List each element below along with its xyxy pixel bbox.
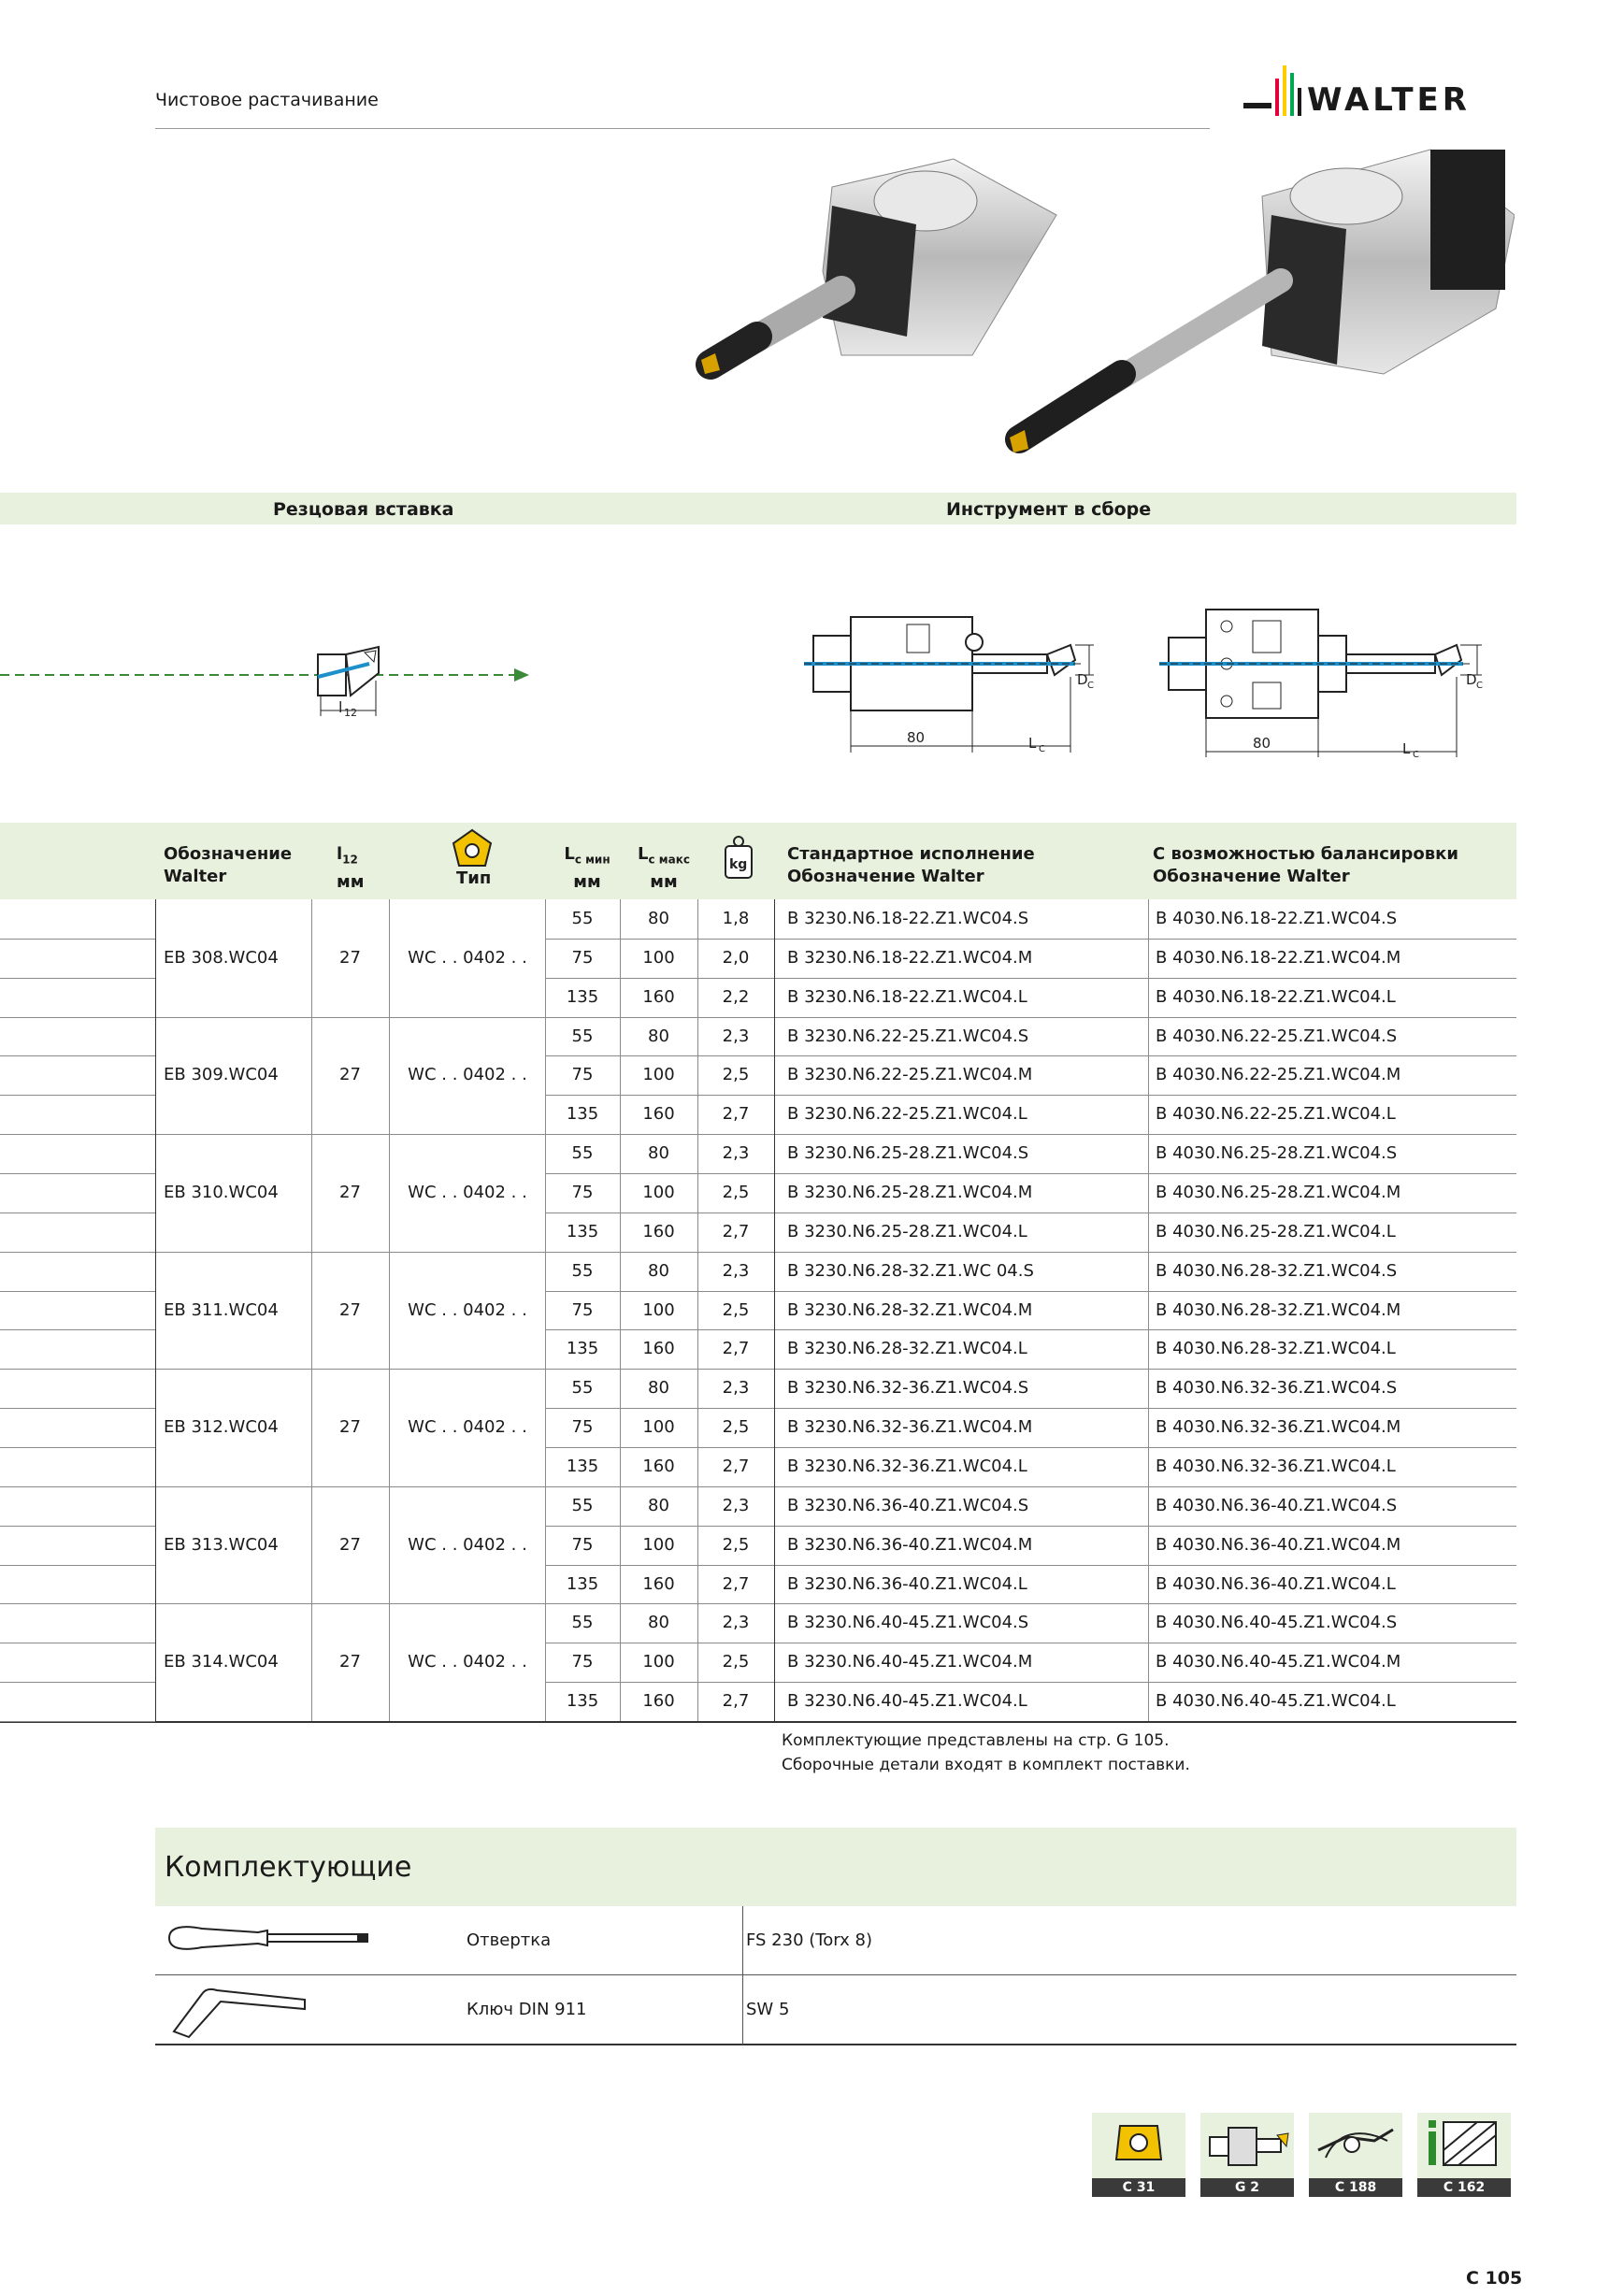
header-balanceable: С возможностью балансировки Обозначение Walter xyxy=(1153,844,1458,886)
std-cell: B 3230.N6.28-32.Z1.WC04.M xyxy=(787,1299,1033,1320)
lmax-cell: 80 xyxy=(648,909,669,928)
l12-cell: 27 xyxy=(339,1065,361,1085)
table-row xyxy=(0,978,1516,1017)
l12-cell: 27 xyxy=(339,1652,361,1672)
std-cell: B 3230.N6.18-22.Z1.WC04.M xyxy=(787,947,1033,968)
lmin-cell: 55 xyxy=(571,1143,594,1164)
lmax-cell: 80 xyxy=(648,1378,669,1399)
bal-cell: B 4030.N6.28-32.Z1.WC04.S xyxy=(1156,1260,1398,1281)
assembly-drawing-balanceable xyxy=(1159,598,1515,767)
std-cell: B 3230.N6.40-45.Z1.WC04.L xyxy=(787,1691,1027,1712)
lmin-cell: 55 xyxy=(571,1260,594,1281)
std-cell: B 3230.N6.28-32.Z1.WC04.L xyxy=(787,1339,1027,1359)
std-cell: B 3230.N6.22-25.Z1.WC04.M xyxy=(787,1065,1033,1085)
page-number: C 105 xyxy=(1466,2268,1523,2289)
accessory-code: FS 230 (Torx 8) xyxy=(746,1930,872,1950)
row-divider-stub xyxy=(0,1721,155,1722)
kg-cell: 2,7 xyxy=(722,1221,750,1241)
lmin-cell: 55 xyxy=(571,909,594,928)
header-lc-min: $L_{c мин}$ мм xyxy=(564,844,610,892)
header-designation: Обозначение Walter xyxy=(164,844,293,886)
reference-link-info[interactable] xyxy=(1417,2113,1511,2197)
table-row xyxy=(0,1447,1516,1486)
kg-cell: 2,5 xyxy=(722,1183,750,1203)
kg-cell: 2,5 xyxy=(722,1652,750,1672)
lmin-cell: 55 xyxy=(571,1026,594,1046)
kg-cell: 2,3 xyxy=(722,1495,750,1515)
table-row xyxy=(0,1329,1516,1369)
designation-cell: EB 311.WC04 xyxy=(164,1299,279,1320)
insert-type-cell: WC . . 0402 . . xyxy=(408,1534,527,1555)
lc-label-standard: L xyxy=(1028,735,1037,752)
table-row xyxy=(0,939,1516,978)
info-chart-icon xyxy=(1417,2113,1511,2178)
lmin-cell: 75 xyxy=(571,1417,594,1438)
table-row xyxy=(0,1408,1516,1447)
accessory-bottom-rule xyxy=(155,2044,1516,2045)
page-section-title: Чистовое растачивание xyxy=(155,90,379,110)
table-row xyxy=(0,1095,1516,1134)
accessory-divider xyxy=(155,1974,1516,1975)
lmin-cell: 75 xyxy=(571,947,594,968)
designation-cell: EB 310.WC04 xyxy=(164,1183,279,1203)
weight-icon-label: kg xyxy=(729,857,748,872)
bal-cell: B 4030.N6.36-40.Z1.WC04.L xyxy=(1156,1573,1396,1594)
table-row xyxy=(0,1134,1516,1173)
bal-cell: B 4030.N6.22-25.Z1.WC04.S xyxy=(1156,1026,1398,1046)
bal-cell: B 4030.N6.32-36.Z1.WC04.M xyxy=(1156,1417,1401,1438)
bal-cell: B 4030.N6.25-28.Z1.WC04.M xyxy=(1156,1183,1401,1203)
table-row xyxy=(0,1603,1516,1643)
std-cell: B 3230.N6.36-40.Z1.WC04.M xyxy=(787,1534,1033,1555)
bal-cell: B 4030.N6.22-25.Z1.WC04.M xyxy=(1156,1065,1401,1085)
std-cell: B 3230.N6.32-36.Z1.WC04.S xyxy=(787,1378,1029,1399)
lmax-cell: 160 xyxy=(642,986,675,1007)
reference-label: C 31 xyxy=(1092,2178,1185,2197)
lmin-cell: 75 xyxy=(571,1652,594,1672)
kg-cell: 2,7 xyxy=(722,1457,750,1477)
designation-cell: EB 309.WC04 xyxy=(164,1065,279,1085)
l12-cell: 27 xyxy=(339,1534,361,1555)
dim-80-standard: 80 xyxy=(907,729,926,746)
designation-cell: EB 312.WC04 xyxy=(164,1417,279,1438)
bal-cell: B 4030.N6.40-45.Z1.WC04.L xyxy=(1156,1691,1396,1712)
kg-cell: 2,7 xyxy=(722,1573,750,1594)
accessory-code: SW 5 xyxy=(746,2000,790,2019)
std-cell: B 3230.N6.40-45.Z1.WC04.S xyxy=(787,1613,1029,1633)
header-lc-max: $L_{c макс}$ мм xyxy=(638,844,690,892)
bal-cell: B 4030.N6.25-28.Z1.WC04.S xyxy=(1156,1143,1398,1164)
lmin-cell: 75 xyxy=(571,1183,594,1203)
std-cell: B 3230.N6.25-28.Z1.WC04.S xyxy=(787,1143,1029,1164)
lmin-cell: 55 xyxy=(571,1378,594,1399)
insert-type-cell: WC . . 0402 . . xyxy=(408,1183,527,1203)
screwdriver-icon xyxy=(165,1919,370,1957)
lmin-cell: 55 xyxy=(571,1613,594,1633)
accessories-title: Комплектующие xyxy=(165,1851,412,1884)
kg-cell: 2,3 xyxy=(722,1260,750,1281)
lmin-cell: 75 xyxy=(571,1534,594,1555)
column-divider xyxy=(620,899,621,1721)
table-row xyxy=(0,1252,1516,1291)
lmin-cell: 135 xyxy=(566,1573,599,1594)
brand-wordmark: WALTER xyxy=(1307,81,1471,119)
header-standard: Стандартное исполнение Обозначение Walter xyxy=(787,844,1035,886)
insert-type-cell: WC . . 0402 . . xyxy=(408,1065,527,1085)
accessory-row xyxy=(155,1906,1516,1975)
l12-cell: 27 xyxy=(339,1417,361,1438)
header-l12: $l_{12}$ мм xyxy=(337,844,365,892)
lmin-cell: 135 xyxy=(566,1339,599,1359)
kg-cell: 2,0 xyxy=(722,947,750,968)
l12-cell: 27 xyxy=(339,1299,361,1320)
lmax-cell: 160 xyxy=(642,1104,675,1125)
lmax-cell: 100 xyxy=(642,1065,675,1085)
std-cell: B 3230.N6.18-22.Z1.WC04.L xyxy=(787,986,1027,1007)
table-row xyxy=(0,1173,1516,1213)
lmin-cell: 75 xyxy=(571,1065,594,1085)
table-row xyxy=(0,1486,1516,1526)
insert-band-label: Резцовая вставка xyxy=(273,499,454,520)
column-divider xyxy=(697,899,698,1721)
lmax-cell: 100 xyxy=(642,947,675,968)
insert-type-cell: WC . . 0402 . . xyxy=(408,1299,527,1320)
note-assembly-parts: Сборочные детали входят в комплект поставки. xyxy=(782,1756,1190,1774)
lc-subscript-standard: C xyxy=(1039,744,1045,754)
lmax-cell: 100 xyxy=(642,1183,675,1203)
column-divider xyxy=(389,899,390,1721)
lmax-cell: 100 xyxy=(642,1417,675,1438)
bal-cell: B 4030.N6.36-40.Z1.WC04.S xyxy=(1156,1495,1398,1515)
kg-cell: 2,7 xyxy=(722,1691,750,1712)
table-row xyxy=(0,1643,1516,1682)
lmax-cell: 160 xyxy=(642,1691,675,1712)
bal-cell: B 4030.N6.18-22.Z1.WC04.S xyxy=(1156,909,1398,928)
bal-cell: B 4030.N6.40-45.Z1.WC04.S xyxy=(1156,1613,1398,1633)
reference-link-cutting-data[interactable] xyxy=(1309,2113,1402,2197)
bal-cell: B 4030.N6.25-28.Z1.WC04.L xyxy=(1156,1221,1396,1241)
dc-label-balanceable: D xyxy=(1466,671,1477,688)
dc-label-standard: D xyxy=(1077,671,1088,688)
table-row xyxy=(0,1055,1516,1095)
insert-type-cell: WC . . 0402 . . xyxy=(408,1417,527,1438)
std-cell: B 3230.N6.18-22.Z1.WC04.S xyxy=(787,909,1029,928)
lmax-cell: 80 xyxy=(648,1613,669,1633)
kg-cell: 2,5 xyxy=(722,1417,750,1438)
table-header xyxy=(0,823,1516,899)
accessory-row xyxy=(155,1975,1516,2045)
lmin-cell: 135 xyxy=(566,1691,599,1712)
kg-cell: 2,3 xyxy=(722,1378,750,1399)
note-accessories-page: Комплектующие представлены на стр. G 105. xyxy=(782,1731,1170,1750)
kg-cell: 2,3 xyxy=(722,1026,750,1046)
lmax-cell: 160 xyxy=(642,1221,675,1241)
column-divider xyxy=(155,899,156,1721)
std-cell: B 3230.N6.36-40.Z1.WC04.L xyxy=(787,1573,1027,1594)
std-cell: B 3230.N6.36-40.Z1.WC04.S xyxy=(787,1495,1029,1515)
hex-key-icon xyxy=(165,1983,323,2039)
bal-cell: B 4030.N6.28-32.Z1.WC04.M xyxy=(1156,1299,1401,1320)
lmax-cell: 100 xyxy=(642,1299,675,1320)
bal-cell: B 4030.N6.22-25.Z1.WC04.L xyxy=(1156,1104,1396,1125)
kg-cell: 2,3 xyxy=(722,1613,750,1633)
accessory-column-divider xyxy=(742,1906,743,2045)
cutting-data-icon xyxy=(1309,2113,1402,2178)
lmin-cell: 55 xyxy=(571,1495,594,1515)
dc-subscript-standard: C xyxy=(1087,681,1094,691)
table-row xyxy=(0,1369,1516,1408)
insert-type-cell: WC . . 0402 . . xyxy=(408,947,527,968)
reference-label: C 188 xyxy=(1309,2178,1402,2197)
bal-cell: B 4030.N6.40-45.Z1.WC04.M xyxy=(1156,1652,1401,1672)
lmin-cell: 135 xyxy=(566,986,599,1007)
std-cell: B 3230.N6.25-28.Z1.WC04.L xyxy=(787,1221,1027,1241)
lmax-cell: 160 xyxy=(642,1457,675,1477)
lmax-cell: 80 xyxy=(648,1026,669,1046)
kg-cell: 2,7 xyxy=(722,1104,750,1125)
insert-shape-icon xyxy=(452,828,493,869)
section-band xyxy=(0,493,1516,524)
table-row xyxy=(0,1017,1516,1056)
lmin-cell: 135 xyxy=(566,1104,599,1125)
bal-cell: B 4030.N6.36-40.Z1.WC04.M xyxy=(1156,1534,1401,1555)
designation-cell: EB 313.WC04 xyxy=(164,1534,279,1555)
bal-cell: B 4030.N6.18-22.Z1.WC04.L xyxy=(1156,986,1396,1007)
table-row xyxy=(0,1565,1516,1604)
lc-label-balanceable: L xyxy=(1402,740,1411,757)
lmax-cell: 80 xyxy=(648,1495,669,1515)
table-row xyxy=(0,1213,1516,1252)
header-divider xyxy=(155,128,1210,129)
l12-dimension-label: l xyxy=(338,698,343,716)
table-row xyxy=(0,1682,1516,1721)
reference-label: C 162 xyxy=(1417,2178,1511,2197)
lmin-cell: 135 xyxy=(566,1457,599,1477)
lmax-cell: 80 xyxy=(648,1260,669,1281)
bal-cell: B 4030.N6.18-22.Z1.WC04.M xyxy=(1156,947,1401,968)
kg-cell: 2,5 xyxy=(722,1534,750,1555)
lmax-cell: 80 xyxy=(648,1143,669,1164)
lmax-cell: 160 xyxy=(642,1573,675,1594)
kg-cell: 2,2 xyxy=(722,986,750,1007)
kg-cell: 2,5 xyxy=(722,1065,750,1085)
bal-cell: B 4030.N6.32-36.Z1.WC04.S xyxy=(1156,1378,1398,1399)
lc-subscript-balanceable: C xyxy=(1413,750,1419,760)
assembly-drawing-standard xyxy=(804,598,1122,767)
insert-icon xyxy=(1092,2113,1185,2178)
tool-photo-large xyxy=(991,140,1515,467)
lmax-cell: 160 xyxy=(642,1339,675,1359)
accessory-name: Отвертка xyxy=(467,1930,552,1950)
designation-cell: EB 308.WC04 xyxy=(164,947,279,968)
std-cell: B 3230.N6.22-25.Z1.WC04.L xyxy=(787,1104,1027,1125)
weight-icon xyxy=(723,834,754,881)
lmin-cell: 75 xyxy=(571,1299,594,1320)
kg-cell: 2,3 xyxy=(722,1143,750,1164)
l12-cell: 27 xyxy=(339,947,361,968)
insert-drawing xyxy=(0,636,542,729)
table-row xyxy=(0,1291,1516,1330)
walter-logo xyxy=(1236,60,1516,135)
lmin-cell: 135 xyxy=(566,1221,599,1241)
bal-cell: B 4030.N6.28-32.Z1.WC04.L xyxy=(1156,1339,1396,1359)
assembly-band-label: Инструмент в сборе xyxy=(946,499,1152,520)
l12-cell: 27 xyxy=(339,1183,361,1203)
std-cell: B 3230.N6.28-32.Z1.WC 04.S xyxy=(787,1260,1034,1281)
product-table xyxy=(0,899,1516,1721)
toolholder-icon xyxy=(1200,2113,1294,2178)
kg-cell: 2,7 xyxy=(722,1339,750,1359)
kg-cell: 2,5 xyxy=(722,1299,750,1320)
dim-80-balanceable: 80 xyxy=(1253,735,1271,752)
table-row xyxy=(0,1526,1516,1565)
insert-type-cell: WC . . 0402 . . xyxy=(408,1652,527,1672)
std-cell: B 3230.N6.32-36.Z1.WC04.M xyxy=(787,1417,1033,1438)
reference-label: G 2 xyxy=(1200,2178,1294,2197)
std-cell: B 3230.N6.40-45.Z1.WC04.M xyxy=(787,1652,1033,1672)
table-row xyxy=(0,899,1516,939)
l12-dimension-subscript: 12 xyxy=(344,707,357,719)
lmax-cell: 100 xyxy=(642,1652,675,1672)
std-cell: B 3230.N6.22-25.Z1.WC04.S xyxy=(787,1026,1029,1046)
accessory-name: Ключ DIN 911 xyxy=(467,2000,587,2019)
row-divider xyxy=(0,1721,1516,1723)
std-cell: B 3230.N6.32-36.Z1.WC04.L xyxy=(787,1457,1027,1477)
reference-link-insert[interactable] xyxy=(1092,2113,1185,2197)
column-divider xyxy=(774,899,775,1721)
kg-cell: 1,8 xyxy=(722,909,750,928)
column-divider xyxy=(1148,899,1149,1721)
bal-cell: B 4030.N6.32-36.Z1.WC04.L xyxy=(1156,1457,1396,1477)
dc-subscript-balanceable: C xyxy=(1476,681,1483,691)
header-type: Тип xyxy=(456,868,492,888)
reference-link-toolholder[interactable] xyxy=(1200,2113,1294,2197)
column-divider xyxy=(545,899,546,1721)
designation-cell: EB 314.WC04 xyxy=(164,1652,279,1672)
column-divider xyxy=(311,899,312,1721)
std-cell: B 3230.N6.25-28.Z1.WC04.M xyxy=(787,1183,1033,1203)
lmax-cell: 100 xyxy=(642,1534,675,1555)
